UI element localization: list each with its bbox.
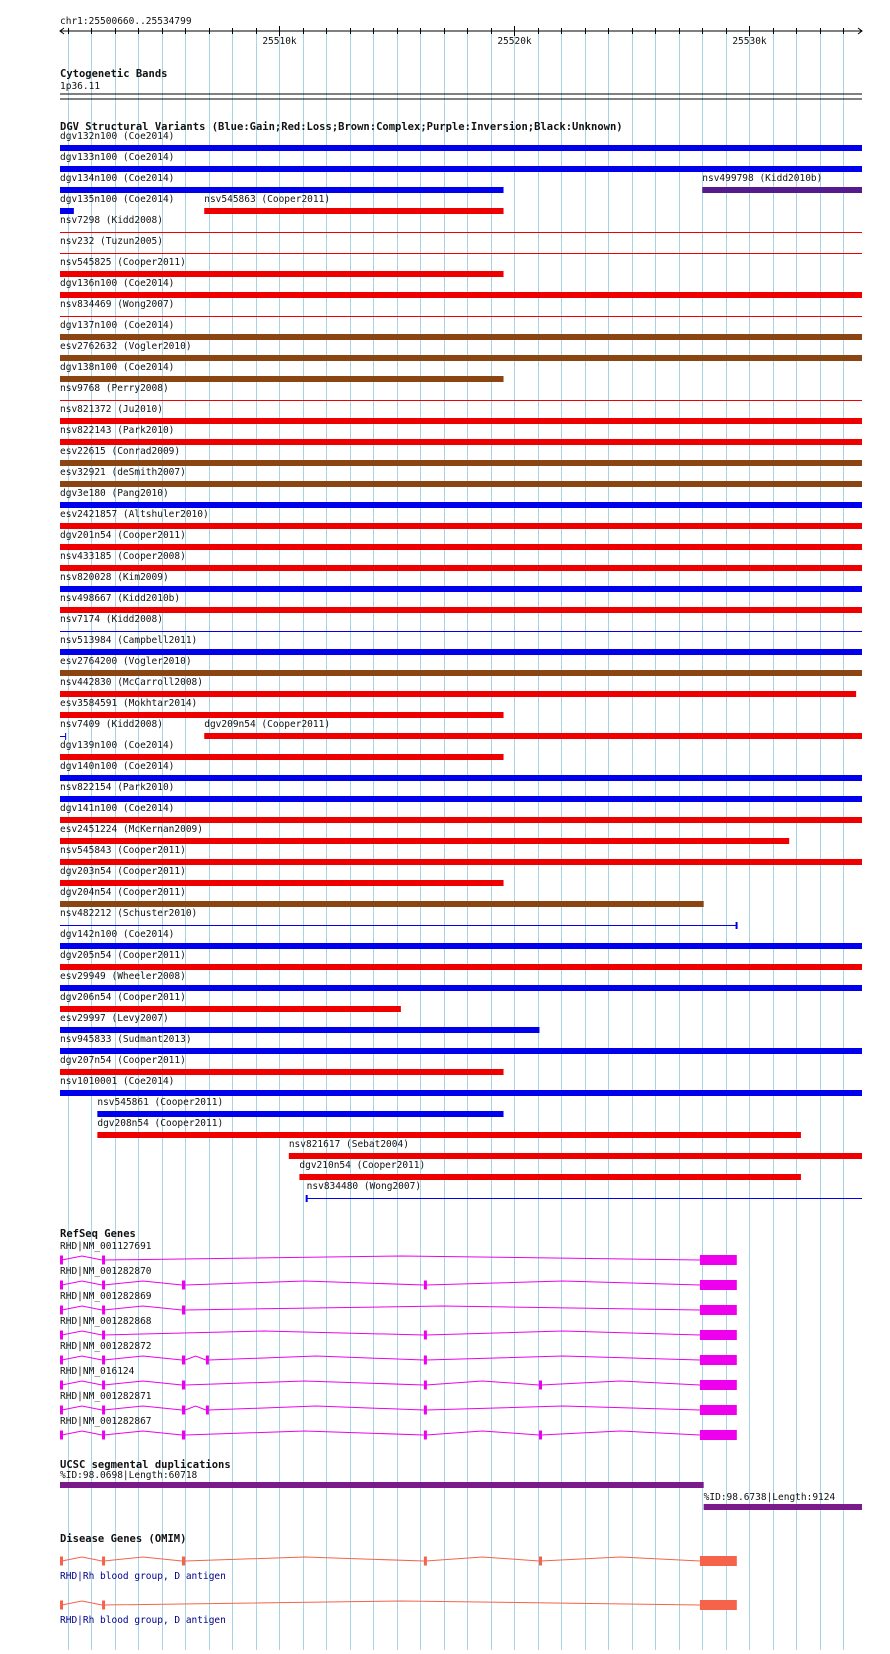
exon-block <box>60 1356 63 1365</box>
variant-label: dgv138n100 (Coe2014) <box>60 362 175 373</box>
variant-label: nsv1010001 (Coe2014) <box>60 1076 175 1087</box>
variant-bar[interactable] <box>60 292 862 298</box>
exon-block <box>102 1406 105 1415</box>
variant-bar[interactable] <box>60 670 862 676</box>
variant-label: esv29949 (Wheeler2008) <box>60 971 186 982</box>
variant-bar[interactable] <box>289 1153 862 1159</box>
intron-line <box>426 1381 539 1385</box>
intron-line <box>185 1557 424 1561</box>
exon-block <box>102 1431 105 1440</box>
exon-block <box>424 1406 427 1415</box>
variant-bar[interactable] <box>60 439 862 445</box>
transcript-model[interactable] <box>60 1330 737 1340</box>
omim-track-title[interactable]: Disease Genes (OMIM) <box>60 1533 187 1545</box>
intron-line <box>62 1281 102 1285</box>
variant-bar[interactable] <box>60 964 862 970</box>
variant-bar[interactable] <box>60 712 504 718</box>
variant-label: dgv208n54 (Cooper2011) <box>97 1118 224 1129</box>
utr-exon-block <box>700 1405 737 1415</box>
variant-label: dgv141n100 (Coe2014) <box>60 803 175 814</box>
variant-bar[interactable] <box>60 166 862 172</box>
variant-label: dgv142n100 (Coe2014) <box>60 929 175 940</box>
variant-bar[interactable] <box>60 943 862 949</box>
exon-block <box>182 1381 185 1390</box>
variant-bar[interactable] <box>60 271 504 277</box>
utr-exon-block <box>700 1380 737 1390</box>
variant-bar[interactable] <box>97 1132 801 1138</box>
transcript-model[interactable] <box>60 1405 737 1415</box>
variant-label: esv2421857 (Altshuler2010) <box>60 509 209 520</box>
exon-block <box>102 1256 105 1265</box>
variant-label: esv2451224 (McKernan2009) <box>60 824 203 835</box>
intron-line <box>62 1256 102 1260</box>
variant-bar[interactable] <box>204 733 862 739</box>
variant-bar[interactable] <box>299 1174 801 1180</box>
exon-block <box>60 1431 63 1440</box>
intron-line <box>62 1381 102 1385</box>
intron-line <box>185 1431 424 1435</box>
intron-line <box>62 1356 102 1360</box>
variant-bar[interactable] <box>60 481 862 487</box>
utr-exon-block <box>700 1556 737 1566</box>
variant-label: esv2762632 (Vogler2010) <box>60 341 192 352</box>
variant-bar[interactable] <box>60 796 862 802</box>
variant-bar[interactable] <box>60 1069 504 1075</box>
intron-line <box>104 1331 424 1335</box>
segdup-label: %ID:98.0698|Length:60718 <box>60 1470 198 1481</box>
ruler-tick-label: 25520k <box>497 36 532 47</box>
intron-line <box>541 1381 700 1385</box>
transcript-model[interactable] <box>60 1280 737 1290</box>
variant-label: dgv3e180 (Pang2010) <box>60 488 169 499</box>
exon-block <box>102 1601 105 1610</box>
omim-features <box>60 1556 737 1626</box>
intron-line <box>541 1431 700 1435</box>
exon-block <box>60 1306 63 1315</box>
segdup-bar[interactable] <box>704 1504 862 1510</box>
variant-label: dgv135n100 (Coe2014) <box>60 194 175 205</box>
intron-line <box>426 1356 700 1360</box>
intron-line <box>426 1431 539 1435</box>
intron-line <box>185 1281 424 1285</box>
exon-block <box>424 1281 427 1290</box>
omim-gene-label: RHD|Rh blood group, D antigen <box>60 1615 226 1626</box>
variant-label: dgv210n54 (Cooper2011) <box>299 1160 426 1171</box>
segdup-bar[interactable] <box>60 1482 704 1488</box>
exon-block <box>424 1381 427 1390</box>
variant-label: dgv136n100 (Coe2014) <box>60 278 175 289</box>
intron-line <box>209 1406 424 1410</box>
variant-label: esv32921 (deSmith2007) <box>60 467 186 478</box>
exon-block <box>424 1356 427 1365</box>
exon-block <box>206 1356 209 1365</box>
intron-line <box>62 1557 102 1561</box>
variant-bar[interactable] <box>60 880 504 886</box>
utr-exon-block <box>700 1255 737 1265</box>
variant-label: nsv499798 (Kidd2010b) <box>702 173 823 184</box>
segdup-track-title[interactable]: UCSC segmental duplications <box>60 1459 231 1471</box>
variant-label: dgv205n54 (Cooper2011) <box>60 950 186 961</box>
variant-label: esv22615 (Conrad2009) <box>60 446 181 457</box>
variant-bar[interactable] <box>60 523 862 529</box>
variant-bar[interactable] <box>60 334 862 340</box>
exon-block <box>539 1381 542 1390</box>
variant-label: dgv139n100 (Coe2014) <box>60 740 175 751</box>
segdup-label: %ID:98.6738|Length:9124 <box>703 1492 836 1503</box>
variant-bar[interactable] <box>60 1006 401 1012</box>
variant-bar[interactable] <box>60 817 862 823</box>
variant-bar[interactable] <box>60 649 862 655</box>
transcript-label: RHD|NM_001282872 <box>60 1341 152 1352</box>
variant-label: nsv834469 (Wong2007) <box>60 299 175 310</box>
variant-bar[interactable] <box>60 544 862 550</box>
ruler-tick-label: 25510k <box>262 36 297 47</box>
exon-block <box>206 1406 209 1415</box>
refseq-features <box>60 1241 737 1440</box>
intron-line <box>209 1356 424 1360</box>
variant-label: nsv834480 (Wong2007) <box>306 1181 422 1192</box>
exon-block <box>60 1256 63 1265</box>
variant-bar[interactable] <box>60 502 862 508</box>
variant-bar[interactable] <box>60 859 862 865</box>
variant-bar[interactable] <box>60 838 789 844</box>
variant-label: esv3584591 (Mokhtar2014) <box>60 698 198 709</box>
exon-block <box>60 1557 63 1566</box>
variant-label: dgv207n54 (Cooper2011) <box>60 1055 186 1066</box>
intron-line <box>541 1557 700 1561</box>
variant-label: nsv7298 (Kidd2008) <box>60 215 163 226</box>
variant-label: nsv482212 (Schuster2010) <box>60 908 198 919</box>
variant-bar[interactable] <box>60 691 856 697</box>
variant-bar[interactable] <box>60 775 862 781</box>
exon-block <box>102 1331 105 1340</box>
exon-block <box>102 1381 105 1390</box>
variant-label: nsv822143 (Park2010) <box>60 425 175 436</box>
variant-bar[interactable] <box>60 418 862 424</box>
variant-label: nsv9768 (Perry2008) <box>60 383 169 394</box>
variant-label: esv29997 (Levy2007) <box>60 1013 169 1024</box>
variant-label: nsv945833 (Sudmant2013) <box>60 1034 192 1045</box>
variant-bar[interactable] <box>60 607 862 613</box>
variant-bar[interactable] <box>60 1048 862 1054</box>
transcript-label: RHD|NM_001282869 <box>60 1291 152 1302</box>
exon-block <box>102 1356 105 1365</box>
transcript-model[interactable] <box>60 1255 737 1265</box>
variant-bar[interactable] <box>60 376 504 382</box>
exon-block <box>60 1601 63 1610</box>
omim-gene-model[interactable] <box>60 1600 737 1610</box>
variant-bar[interactable] <box>60 565 862 571</box>
variant-label: nsv545843 (Cooper2011) <box>60 845 186 856</box>
variant-label: nsv545861 (Cooper2011) <box>97 1097 224 1108</box>
variant-label: nsv433185 (Cooper2008) <box>60 551 186 562</box>
variant-label: nsv232 (Tuzun2005) <box>60 236 163 247</box>
variant-label: dgv204n54 (Cooper2011) <box>60 887 186 898</box>
exon-block <box>539 1431 542 1440</box>
exon-block <box>102 1281 105 1290</box>
utr-exon-block <box>700 1355 737 1365</box>
exon-block <box>182 1557 185 1566</box>
utr-exon-block <box>700 1430 737 1440</box>
variant-label: nsv7174 (Kidd2008) <box>60 614 163 625</box>
variant-label: dgv201n54 (Cooper2011) <box>60 530 186 541</box>
omim-gene-label: RHD|Rh blood group, D antigen <box>60 1571 226 1582</box>
utr-exon-block <box>700 1330 737 1340</box>
intron-line <box>185 1381 424 1385</box>
variant-label: nsv498667 (Kidd2010b) <box>60 593 181 604</box>
transcript-model[interactable] <box>60 1380 737 1390</box>
variant-bar[interactable] <box>60 985 862 991</box>
intron-line <box>185 1406 206 1410</box>
utr-exon-block <box>700 1600 737 1610</box>
variant-label: nsv820028 (Kim2009) <box>60 572 169 583</box>
exon-block <box>182 1406 185 1415</box>
transcript-label: RHD|NM_001282871 <box>60 1391 152 1402</box>
intron-line <box>185 1306 700 1310</box>
intron-line <box>426 1281 700 1285</box>
variant-label: dgv209n54 (Cooper2011) <box>204 719 331 730</box>
intron-line <box>426 1406 700 1410</box>
intron-line <box>62 1431 102 1435</box>
utr-exon-block <box>700 1305 737 1315</box>
variant-bar[interactable] <box>60 901 704 907</box>
exon-block <box>102 1557 105 1566</box>
variant-label: nsv821617 (Sebat2004) <box>288 1139 409 1150</box>
intron-line <box>62 1306 102 1310</box>
variant-label: dgv140n100 (Coe2014) <box>60 761 175 772</box>
intron-line <box>426 1557 539 1561</box>
cytobands-track-title[interactable]: Cytogenetic Bands <box>60 68 168 80</box>
variant-label: nsv442830 (McCarroll2008) <box>60 677 203 688</box>
variant-label: dgv132n100 (Coe2014) <box>60 131 175 142</box>
variant-bar[interactable] <box>60 187 504 193</box>
variant-bar[interactable] <box>60 355 862 361</box>
intron-line <box>426 1331 700 1335</box>
intron-line <box>185 1356 206 1360</box>
exon-block <box>539 1557 542 1566</box>
exon-block <box>182 1306 185 1315</box>
refseq-track-title[interactable]: RefSeq Genes <box>60 1228 136 1240</box>
variant-label: dgv206n54 (Cooper2011) <box>60 992 186 1003</box>
exon-block <box>182 1281 185 1290</box>
variant-bar[interactable] <box>204 208 503 214</box>
transcript-model[interactable] <box>60 1430 737 1440</box>
variant-label: dgv137n100 (Coe2014) <box>60 320 175 331</box>
transcript-label: RHD|NM_001282870 <box>60 1266 152 1277</box>
exon-block <box>182 1431 185 1440</box>
transcript-model[interactable] <box>60 1305 737 1315</box>
variant-label: nsv821372 (Ju2010) <box>60 404 163 415</box>
variant-label: nsv545825 (Cooper2011) <box>60 257 186 268</box>
intron-line <box>104 1601 700 1605</box>
intron-line <box>104 1256 700 1260</box>
variant-bar[interactable] <box>97 1111 503 1117</box>
exon-block <box>60 1406 63 1415</box>
variant-bar[interactable] <box>60 145 862 151</box>
transcript-model[interactable] <box>60 1355 737 1365</box>
variant-label: nsv545863 (Cooper2011) <box>204 194 331 205</box>
intron-line <box>62 1331 102 1335</box>
variant-label: dgv134n100 (Coe2014) <box>60 173 175 184</box>
segdup-features <box>60 1470 862 1510</box>
variant-bar[interactable] <box>60 1090 862 1096</box>
variant-bar[interactable] <box>60 208 74 214</box>
variant-label: nsv7409 (Kidd2008) <box>60 719 163 730</box>
variant-label: esv2764200 (Vogler2010) <box>60 656 192 667</box>
omim-gene-model[interactable] <box>60 1556 737 1566</box>
dgv-features <box>60 131 862 1202</box>
exon-block <box>424 1331 427 1340</box>
exon-block <box>60 1331 63 1340</box>
variant-label: dgv203n54 (Cooper2011) <box>60 866 186 877</box>
utr-exon-block <box>700 1280 737 1290</box>
intron-line <box>62 1406 102 1410</box>
range-label: chr1:25500660..25534799 <box>60 16 192 27</box>
cytoband-label: 1p36.11 <box>60 81 101 92</box>
transcript-label: RHD|NM_001282868 <box>60 1316 152 1327</box>
intron-line <box>62 1601 102 1605</box>
variant-bar[interactable] <box>60 586 862 592</box>
exon-block <box>182 1356 185 1365</box>
variant-label: nsv513984 (Campbell2011) <box>60 635 198 646</box>
variant-label: dgv133n100 (Coe2014) <box>60 152 175 163</box>
transcript-label: RHD|NM_016124 <box>60 1366 135 1377</box>
variant-bar[interactable] <box>60 1027 539 1033</box>
ruler-tick-label: 25530k <box>732 36 767 47</box>
variant-bar[interactable] <box>60 754 504 760</box>
exon-block <box>60 1381 63 1390</box>
exon-block <box>424 1557 427 1566</box>
variant-bar[interactable] <box>60 460 862 466</box>
transcript-label: RHD|NM_001127691 <box>60 1241 152 1252</box>
variant-bar[interactable] <box>702 187 862 193</box>
dgv-track-title[interactable]: DGV Structural Variants (Blue:Gain;Red:Loss;Brown:Complex;Purple:Inversion;Black:Unknown) <box>60 121 623 133</box>
exon-block <box>60 1281 63 1290</box>
variant-label: nsv822154 (Park2010) <box>60 782 175 793</box>
exon-block <box>424 1431 427 1440</box>
exon-block <box>102 1306 105 1315</box>
transcript-label: RHD|NM_001282867 <box>60 1416 152 1427</box>
